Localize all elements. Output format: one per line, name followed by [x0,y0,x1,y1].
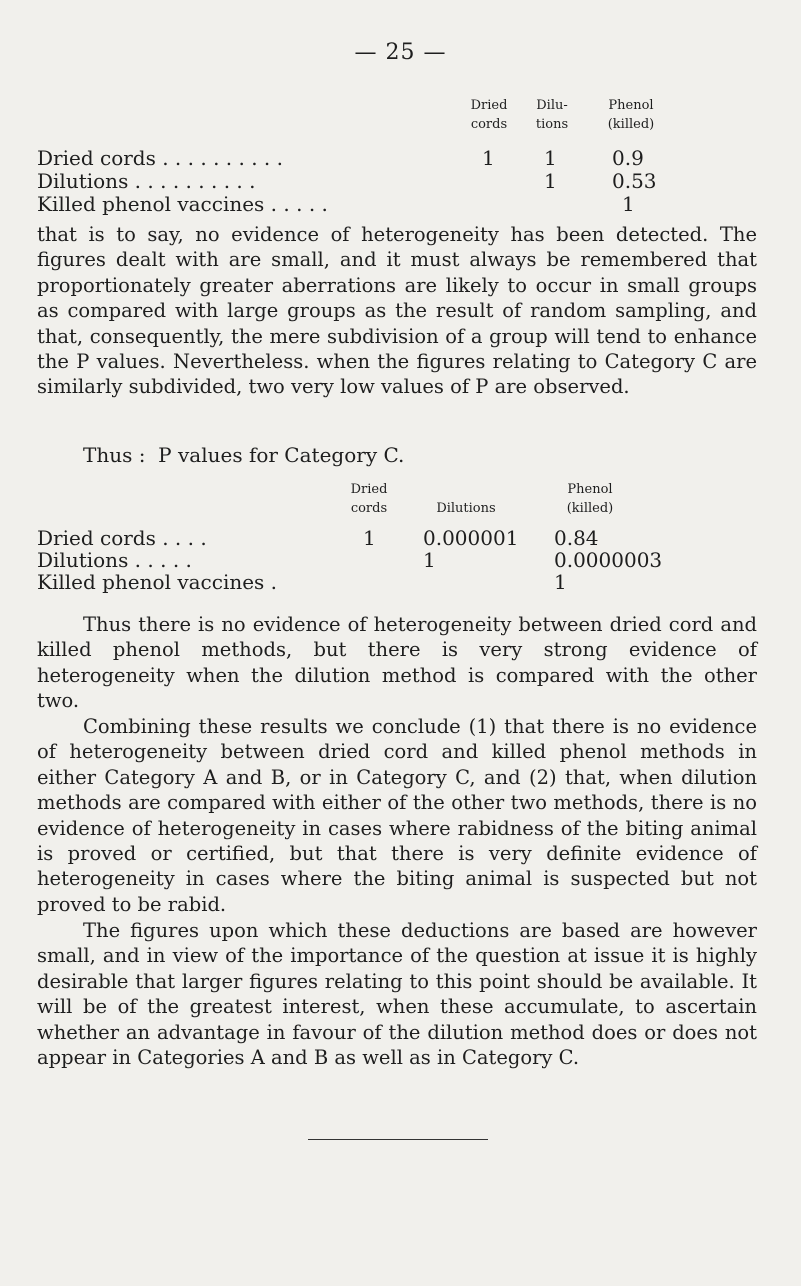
cell-dilutions: 1 [544,146,557,170]
column-header-phenol: Phenol (killed) [566,482,614,516]
body-paragraph: that is to say, no evidence of heterogeneity has been detected. The figures dealt with are small, and it must always be remembered that proportionately greater aberrations are likely to occur in small groups as compared with large groups as the result of random sampling, and that, consequently, the mere subdivision of a group will tend to enhance the P values. Nevertheless. when the figures relating to Category C are similarly subdivided, two very low values of P are observed. [37,223,757,399]
table-caption: Thus : P values for Category C. [83,443,405,467]
cell-phenol: 0.0000003 [554,548,663,572]
row-label: Dilutions . . . . . [37,548,192,572]
column-header-dilutions: Dilutions [436,501,496,516]
table-row [37,548,757,572]
table-row [37,192,757,216]
column-header-dried-cords: Dried cords [350,482,388,516]
cell-phenol: 0.9 [612,146,644,170]
cell-phenol: 1 [554,570,567,594]
cell-dilutions: 0.000001 [423,526,519,550]
table-category-ab [37,96,757,216]
row-label: Dried cords . . . . [37,526,207,550]
body-paragraph: Thus there is no evidence of heterogeneity between dried cord and killed phenol methods, but there is very strong evidence of heterogeneity when the dilution method is compared with the other two. [37,613,757,713]
column-header-dried-cords: Dried cords [470,98,508,132]
table-category-c [37,480,757,594]
column-header-dilutions: Dilu- tions [535,98,569,132]
end-rule [308,1139,488,1140]
table-row [37,570,757,594]
body-paragraph: The figures upon which these deductions are based are however small, and in view of the importance of the question at issue it is highly desirable that larger figures relating to this point should be available. It will be of the greatest interest, when these accumulate, to ascertain whether an advantage in favour of the dilution method does or does not appear in Categories A and B as well as in Category C. [37,919,757,1070]
row-label: Dried cords . . . . . . . . . . [37,146,284,170]
table-row [37,146,757,170]
row-label: Killed phenol vaccines . . . . . [37,192,328,216]
cell-dried-cords: 1 [482,146,495,170]
column-header-phenol: Phenol (killed) [607,98,655,132]
body-paragraph: Combining these results we conclude (1) that there is no evidence of heterogeneity between dried cord and killed phenol methods in either Category A and B, or in Category C, and (2) that, when dilution methods are compared with either of the other two methods, there is no evidence of heterogeneity in cases where rabidness of the biting animal is proved or certified, but that there is very definite evidence of heterogeneity in cases where the biting animal is suspected but not proved to be rabid. [37,715,757,916]
cell-phenol: 0.84 [554,526,599,550]
row-label: Dilutions . . . . . . . . . . [37,169,256,193]
table-row [37,526,757,550]
cell-dilutions: 1 [544,169,557,193]
cell-dried-cords: 1 [363,526,376,550]
cell-phenol: 1 [622,192,635,216]
table-row [37,169,757,193]
row-label: Killed phenol vaccines . [37,570,278,594]
page-number: — 25 — [354,40,447,65]
cell-dilutions: 1 [423,548,436,572]
cell-phenol: 0.53 [612,169,657,193]
